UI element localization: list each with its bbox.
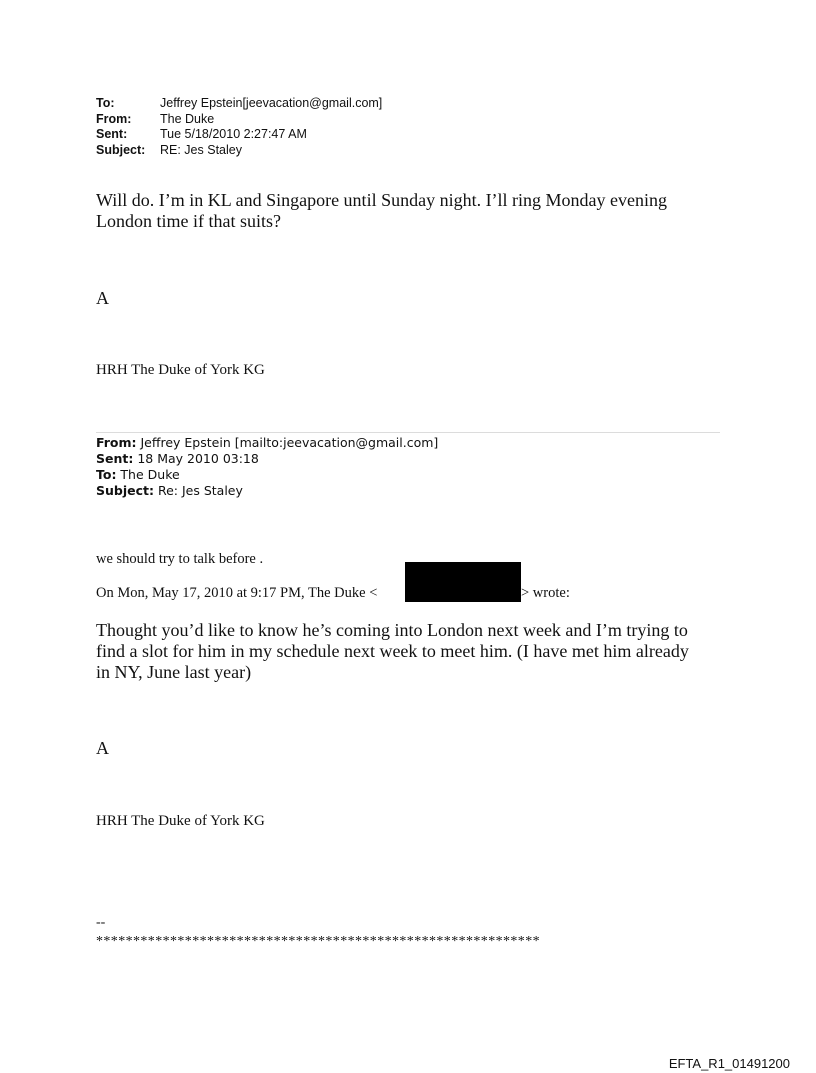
quoted-sent-value: 18 May 2010 03:18	[133, 451, 259, 466]
subject-value: RE: Jes Staley	[160, 142, 242, 157]
document-id: EFTA_R1_01491200	[668, 1056, 790, 1071]
quoted-signature: HRH The Duke of York KG	[96, 813, 265, 829]
quoted-line-2: find a slot for him in my schedule next week to meet him. (I have met him already	[96, 641, 689, 661]
quoted-to-label: To:	[96, 467, 117, 482]
footer-stars: ************************************************************	[96, 934, 540, 949]
redaction-box	[405, 562, 521, 602]
from-label: From:	[96, 111, 132, 126]
footer-dashes: --	[96, 915, 106, 930]
to-label: To:	[96, 96, 115, 110]
reply-signature: HRH The Duke of York KG	[96, 362, 265, 378]
quoted-subject-row	[96, 483, 438, 499]
quoted-to-row	[96, 467, 438, 483]
quoted-line-3: in NY, June last year)	[96, 662, 252, 682]
header-subject-row	[96, 143, 382, 159]
email-header	[96, 96, 382, 158]
header-from-row	[96, 112, 382, 128]
sent-value: Tue 5/18/2010 2:27:47 AM	[160, 127, 307, 141]
quoted-from-value: Jeffrey Epstein [mailto:jeevacation@gmail.com]	[136, 435, 439, 450]
subject-label: Subject:	[96, 142, 146, 157]
quoted-line-1: Thought you’d like to know he’s coming into London next week and I’m trying to	[96, 620, 688, 640]
quoted-from-row	[96, 435, 438, 451]
quoted-text: we should try to talk before .	[96, 551, 264, 567]
reply-initial: A	[96, 288, 109, 308]
attribution-suffix: > wrote:	[521, 585, 570, 601]
reply-line-2: London time if that suits?	[96, 211, 281, 231]
quoted-from-label: From:	[96, 435, 137, 450]
from-value: The Duke	[160, 111, 215, 126]
to-value: Jeffrey Epstein[jeevacation@gmail.com]	[160, 96, 383, 110]
quoted-to-value: The Duke	[116, 467, 180, 482]
sent-label: Sent:	[96, 127, 128, 141]
header-sent-row	[96, 127, 382, 143]
quoted-subject-label: Subject:	[96, 483, 154, 498]
quoted-initial: A	[96, 738, 109, 758]
message-divider	[96, 432, 720, 433]
quoted-sent-row	[96, 451, 438, 467]
attribution-prefix: On Mon, May 17, 2010 at 9:17 PM, The Duke <	[96, 585, 378, 601]
quoted-subject-value: Re: Jes Staley	[154, 483, 243, 498]
quoted-sent-label: Sent:	[96, 451, 134, 466]
quoted-header	[96, 435, 438, 499]
header-to-row	[96, 96, 382, 112]
reply-line-1: Will do. I’m in KL and Singapore until Sunday night. I’ll ring Monday evening	[96, 190, 668, 210]
